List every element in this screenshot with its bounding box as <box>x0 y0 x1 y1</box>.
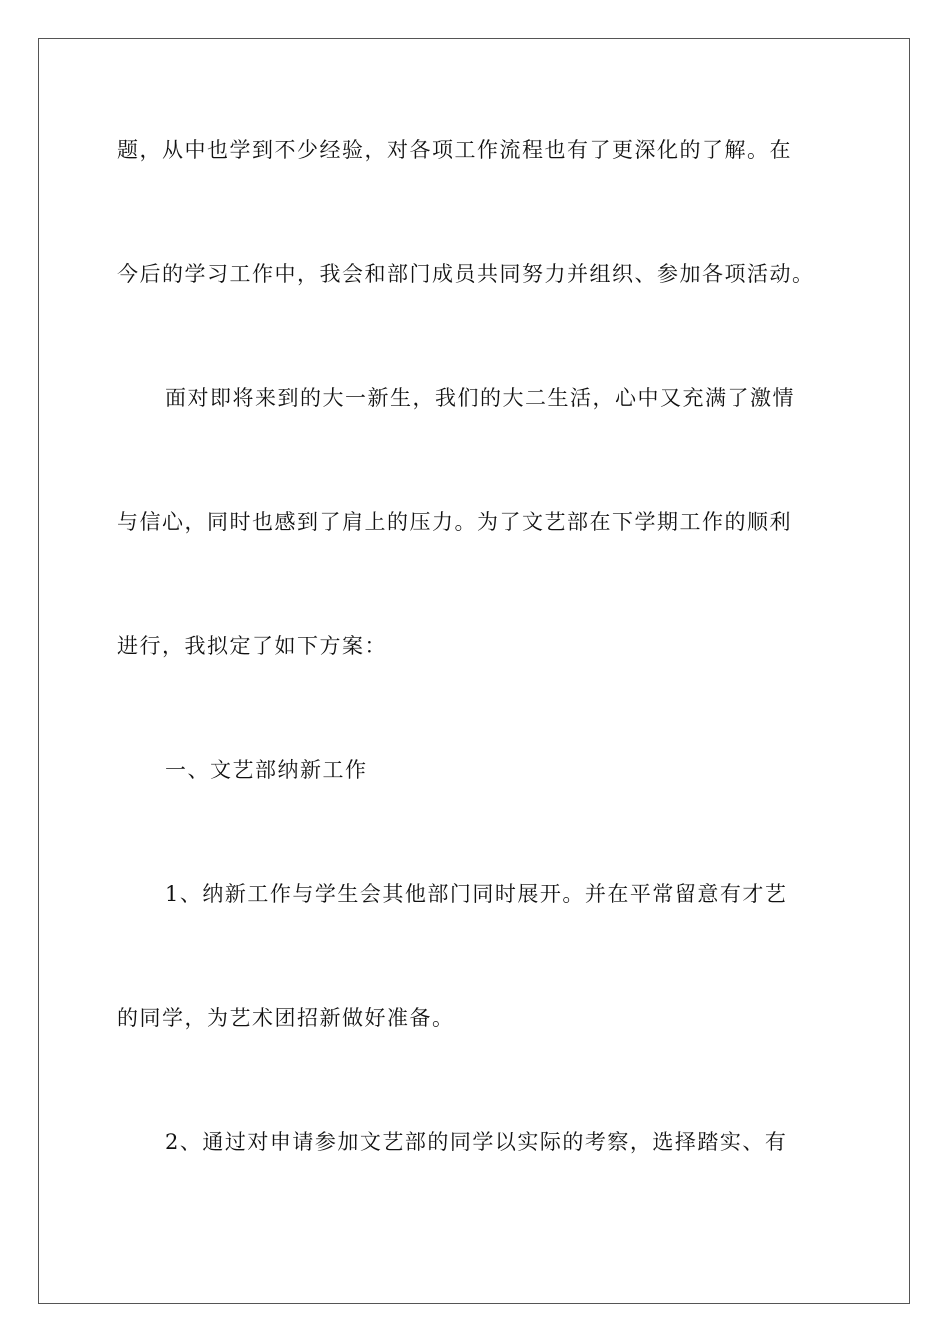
list-item-1-line: 1、纳新工作与学生会其他部门同时展开。并在平常留意有才艺 <box>165 882 788 906</box>
text-line: 进行，我拟定了如下方案： <box>117 634 387 658</box>
list-item-2-line: 2、通过对申请参加文艺部的同学以实际的考察，选择踏实、有 <box>165 1130 788 1154</box>
text-line: 与信心，同时也感到了肩上的压力。为了文艺部在下学期工作的顺利 <box>117 510 792 534</box>
section-heading: 一、文艺部纳新工作 <box>165 758 368 782</box>
paragraph-start-line: 面对即将来到的大一新生，我们的大二生活，心中又充满了激情 <box>165 386 795 410</box>
text-line: 今后的学习工作中，我会和部门成员共同努力并组织、参加各项活动。 <box>117 262 815 286</box>
page-frame <box>38 38 910 1304</box>
text-line: 的同学，为艺术团招新做好准备。 <box>117 1006 455 1030</box>
text-line: 题，从中也学到不少经验，对各项工作流程也有了更深化的了解。在 <box>117 138 792 162</box>
